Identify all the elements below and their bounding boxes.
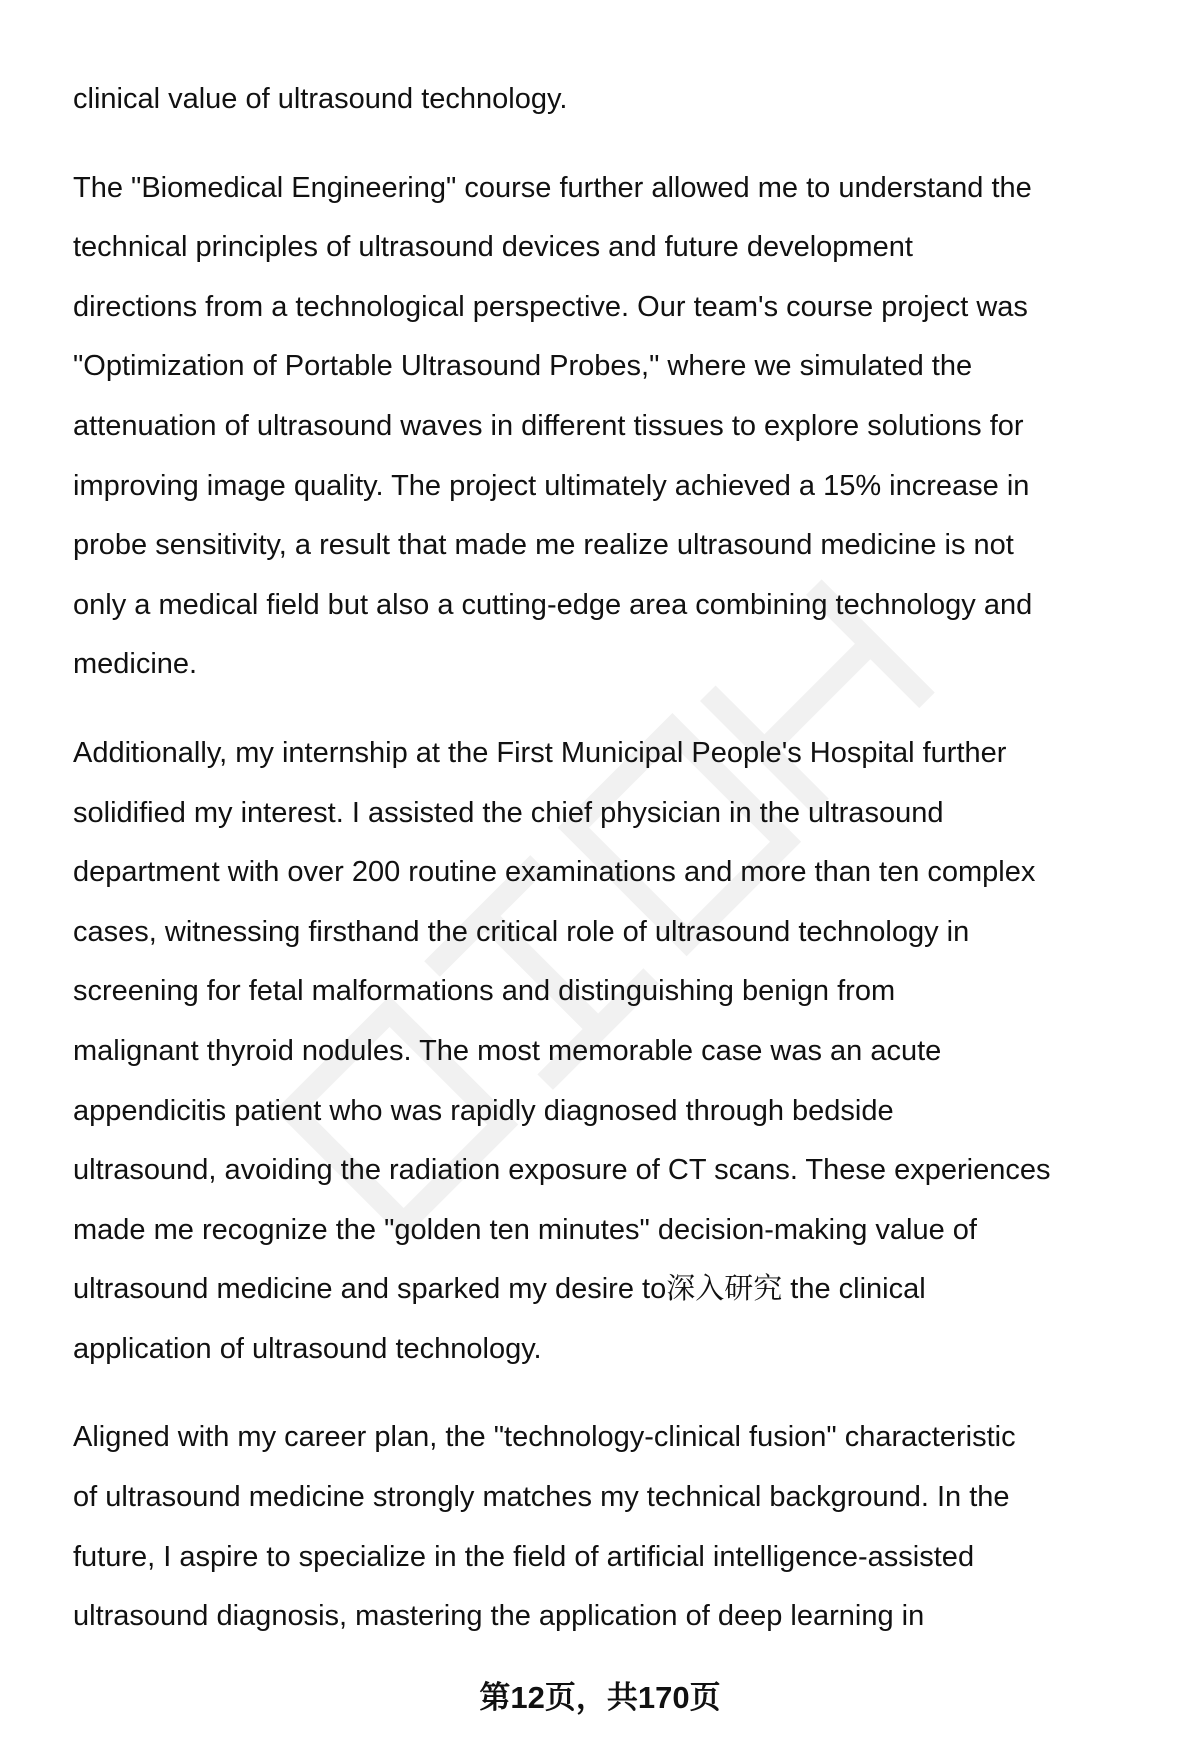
text-line: clinical value of ultrasound technology. xyxy=(73,83,568,115)
text-line: technical principles of ultrasound devices and future development xyxy=(73,231,913,264)
text-line: solidified my interest. I assisted the chief physician in the ultrasound xyxy=(73,796,944,829)
paragraph xyxy=(73,70,1183,130)
text-line: "Optimization of Portable Ultrasound Probes," where we simulated the xyxy=(73,350,973,383)
text-line: Aligned with my career plan, the "technology-clinical fusion" characteristic xyxy=(73,1421,1016,1454)
text-line: only a medical field but also a cutting-edge area combining technology and xyxy=(73,588,1033,621)
page-number: 第12页，共170页 xyxy=(479,1680,721,1715)
text-line: ultrasound medicine and sparked my desire to深入研究 the clinical xyxy=(73,1273,926,1306)
text-line: directions from a technological perspective. Our team's course project was xyxy=(73,290,1028,323)
text-line: screening for fetal malformations and distinguishing benign from xyxy=(73,975,896,1008)
document-body xyxy=(73,70,1183,1676)
text-line: probe sensitivity, a result that made me realize ultrasound medicine is not xyxy=(73,529,1014,562)
text-line: medicine. xyxy=(73,648,198,681)
text-line: Additionally, my internship at the First Municipal People's Hospital further xyxy=(73,736,1007,769)
text-line: ultrasound diagnosis, mastering the application of deep learning in xyxy=(73,1600,925,1633)
text-line: application of ultrasound technology. xyxy=(73,1332,542,1365)
text-line: future, I aspire to specialize in the field of artificial intelligence-assisted xyxy=(73,1540,975,1573)
paragraph xyxy=(73,1408,1183,1646)
text-line: made me recognize the "golden ten minutes" decision-making value of xyxy=(73,1213,977,1246)
text-line: attenuation of ultrasound waves in different tissues to explore solutions for xyxy=(73,409,1024,442)
paragraph xyxy=(73,724,1183,1380)
text-line: ultrasound, avoiding the radiation exposure of CT scans. These experiences xyxy=(73,1154,1051,1187)
text-line: department with over 200 routine examinations and more than ten complex xyxy=(73,856,1036,889)
text-line: of ultrasound medicine strongly matches my technical background. In the xyxy=(73,1481,1010,1514)
text-line: malignant thyroid nodules. The most memorable case was an acute xyxy=(73,1034,942,1067)
text-line: improving image quality. The project ultimately achieved a 15% increase in xyxy=(73,469,1030,502)
text-line: appendicitis patient who was rapidly diagnosed through bedside xyxy=(73,1094,894,1127)
text-line: The "Biomedical Engineering" course further allowed me to understand the xyxy=(73,171,1032,204)
text-line: cases, witnessing firsthand the critical role of ultrasound technology in xyxy=(73,915,970,948)
paragraph xyxy=(73,159,1183,695)
